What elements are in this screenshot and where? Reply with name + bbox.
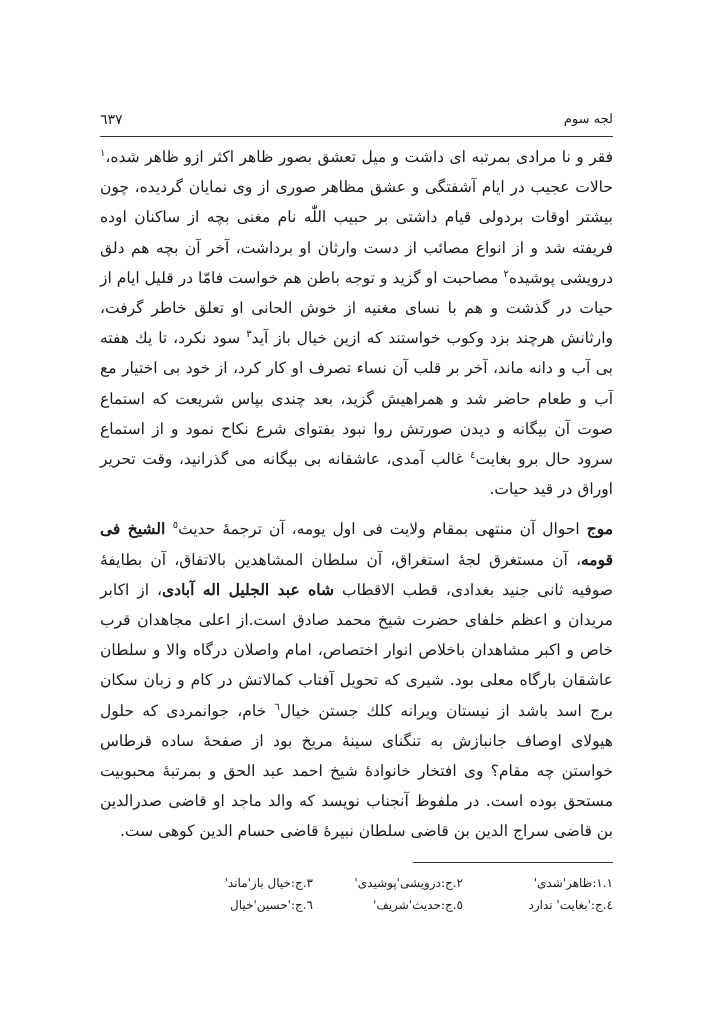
paragraph-2 xyxy=(100,514,613,846)
paragraph-1-text: غالب آمدی، عاشقانه بی بیگانه می گذرانید، وقت تحریر اوراق در قید حیات. xyxy=(100,450,613,499)
section-lead-word: موج xyxy=(586,519,614,539)
footnote-6: ٦.ج:'حسین'خیال xyxy=(230,898,313,912)
footnote-4: ٤.ج:'بغایت' ندارد xyxy=(528,898,613,912)
footnote-marker-4: ٤ xyxy=(470,449,476,461)
footnote-marker-2: ٢ xyxy=(503,268,509,280)
paragraph-1-text: فقر و نا مرادی بمرتبه ای داشت و میل تعشق بصور ظاهر اکثر ازو ظاهر شده، xyxy=(105,148,613,166)
footnote-3: ٣.ج:خیال باز'ماند' xyxy=(224,876,313,890)
paragraph-1-text: مصاحبت او گزید و توجه باطن هم خواست فامّا در قلیل ایام از حیات در گذشت و هم با نسای مغنیه از خوش الحانی او تعلق خاطر گرفت، وارثانش هرچند بزد وکوب خواستند که ازین خیال باز آید xyxy=(100,268,613,348)
page-number: ٦٣٧ xyxy=(100,112,123,128)
footnote-marker-5: ٥ xyxy=(172,520,179,532)
footnotes xyxy=(150,872,613,916)
footnote-marker-3: ٣ xyxy=(246,329,252,341)
footnote-1: ١.١:ظاهر'شدی' xyxy=(533,876,613,890)
main-text xyxy=(100,142,613,847)
page-header xyxy=(100,112,613,134)
footnote-row xyxy=(150,894,613,916)
paragraph-1 xyxy=(100,142,613,504)
footnote-marker-6: ٦ xyxy=(274,701,280,713)
running-title: لجه سوم xyxy=(563,112,613,127)
footnote-row xyxy=(150,872,613,894)
paragraph-1-text: حالات عجیب در ایام آشفتگی و عشق مظاهر صوری از وی نمایان گردیده، چون بیشتر اوقات بردولی قیام داشتی بر حبیب اللّٰه نام مغنی بچه از ساکنان اوده فریفته شد و از انواع مصائب از دست وارثان او برداشت، آخر آن بچه هم دلق درویشی پوشیده xyxy=(100,178,613,287)
paragraph-2-text: خام، جوانمردی که حلول هیولای اوصاف جانبازش به تنگنای سینهٔ مریخ بود از صفحهٔ ساده قرطاس خواستن چه مقام؟ وی افتخار خانوادهٔ شیخ احمد عبد الحق و بمرتبهٔ محبوبیت مستحق بوده است. در ملفوظ آنجناب نویسد که والد ماجد او قاضی صدرالدین بن قاضی سراج الدین بن قاضی سلطان نبیرهٔ قاضی حسام الدین کوهی ست. xyxy=(100,701,613,841)
bold-phrase: الشیخ فی قومه xyxy=(100,519,613,569)
paragraph-2-text: احوال آن منتهی بمقام ولایت فی اول یومه، آن ترجمهٔ حدیث xyxy=(178,520,587,539)
paragraph-1-text: سود نکرد، تا یك هفته بی آب و دانه ماند، آخر بر قلب آن نساء تصرف او کار کرد، از خود بی اختیار مع آب و طعام حاضر شد و همراهیش گزید، بعد چندی بپاس شریعت که استماع صوت آن بیگانه و دیدن صورتش روا نبود بفتوای شرع نکاح نمود و از استماع سرود حال برو بغایت xyxy=(100,329,613,469)
footnote-2: ٢.ج:درویشی'پوشیدی' xyxy=(354,876,463,890)
saint-name: شاه عبد الجلیل اله آبادی xyxy=(162,579,335,599)
footnote-5: ٥.ج:حدیث'شریف' xyxy=(373,898,463,912)
header-rule xyxy=(100,136,613,137)
paragraph-2-text: ، از اکابر مریدان و اعظم خلفای حضرت شیخ محمد صادق است.از اعلی مجاهدان قرب خاص و اکبر مشاهدان باخلاص انوار اختصاص، امام واصلان درگاه والا و سلطان عاشقان بارگاه معلی بود. شیری که تحویل آفتاب کمالاتش در کام و زبان سکان برج اسد باشد از نیستان ویرانه کلك جستن خیال xyxy=(100,580,613,720)
footnote-marker-1: ١ xyxy=(100,147,106,159)
paragraph-2-text: ، آن مستغرق لجهٔ استغراق، آن سلطان المشاهدین بالاتفاق، آن بطایفهٔ صوفیه ثانی جنید بغدادی، قطب الاقطاب xyxy=(100,550,613,599)
footnote-rule xyxy=(413,862,613,863)
